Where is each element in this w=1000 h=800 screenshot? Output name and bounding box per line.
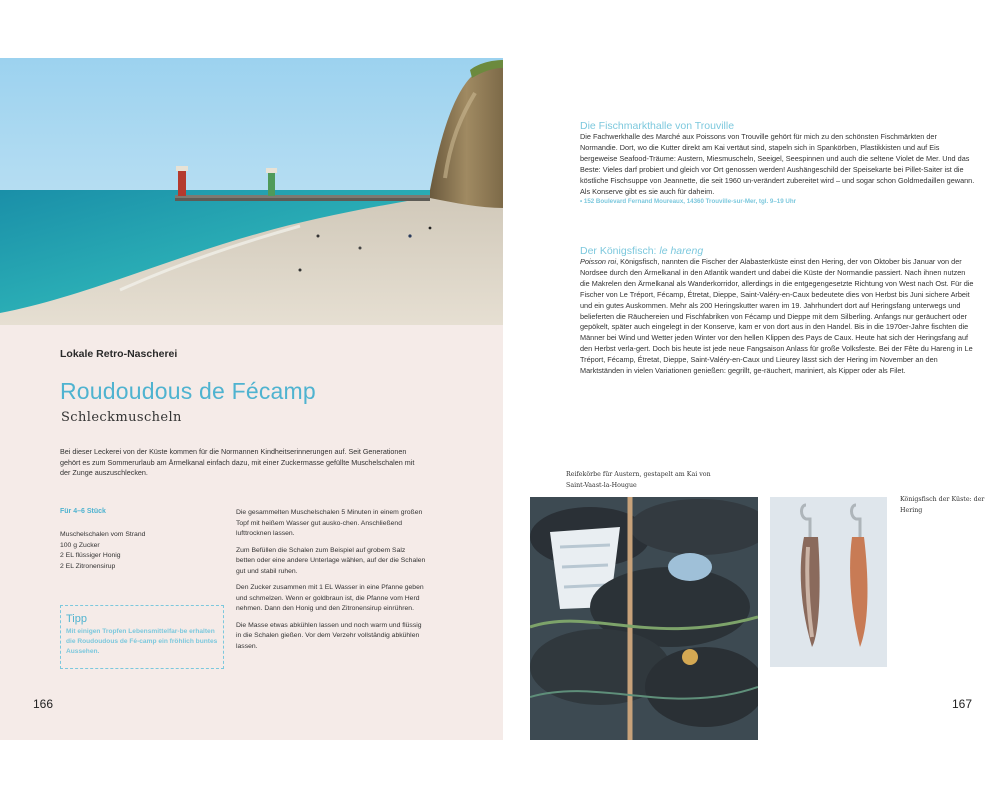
caption-herring: Königsfisch der Küste: der Hering xyxy=(900,496,985,514)
recipe-step: Den Zucker zusammen mit 1 EL Wasser in eine Pfanne geben und schmelzen. Wenn er goldbraun ist, die Pfanne vom Herd nehmen. Dann den Honig und den Zitronensirup einrühren. xyxy=(236,584,424,612)
recipe-title: Roudoudous de Fécamp xyxy=(60,378,316,404)
article-fish-market xyxy=(580,120,975,208)
ingredient-list xyxy=(60,530,145,572)
ingredient-item: Muschelschalen vom Strand xyxy=(60,531,146,538)
recipe-step: Die gesammelten Muschelschalen 5 Minuten in einem großen Topf mit heißem Wasser gut ausko-chen. Anschließend lufttrocknen lassen. xyxy=(236,509,423,537)
recipe-subtitle: Schleckmuscheln xyxy=(61,410,182,425)
recipe-step: Zum Befüllen die Schalen zum Beispiel auf grobem Salz betten oder eine andere Unterlage wählen, auf der die Schalen gut und stabil ruhen. xyxy=(236,546,426,575)
recipe-yield: Für 4–6 Stück xyxy=(60,508,106,515)
article-herring xyxy=(580,245,975,377)
page-number-left: 166 xyxy=(33,697,54,711)
photo-oyster-baskets xyxy=(530,497,758,740)
section-body-fish-market: Die Fachwerkhalle des Marché aux Poissons von Trouville gehört für mich zu den schönsten Fischmärkten der Normandie. Dort, wo die Kutter direkt am Kai vertäut sind, stapeln sich in Spankörben, Plastikkisten und auf Eis bergeweise Seafood-Träume: Austern, Miesmuscheln, Seeigel, Seespinnen und auch die seltene Violet de Mer. Und das Beste: Vieles darf probiert und gleich vor Ort genossen werden! Aushängeschild der Speisekarte bei Pillet-Saiter ist die köstliche Fischsuppe von Jeannette, die seit 1960 un-verändert zubereitet wird – und sogar schon Goldmedaillen gewann. Als Konserve gibt es sie auch für daheim. xyxy=(580,132,975,196)
ingredient-item: 100 g Zucker xyxy=(60,541,100,549)
market-address: • 152 Boulevard Fernand Moureaux, 14360 Trouville-sur-Mer, tgl. 9–19 Uhr xyxy=(580,198,797,206)
caption-oyster-baskets: Reifekörbe für Austern, gestapelt am Kai von Saint-Vaast-la-Hougue xyxy=(566,471,711,489)
page-number-right: 167 xyxy=(952,697,973,711)
section-title-herring: Der Königsfisch: le hareng xyxy=(580,245,704,257)
photo-herring xyxy=(770,497,887,667)
ingredient-item: 2 EL flüssiger Honig xyxy=(60,552,121,559)
recipe-kicker: Lokale Retro-Nascherei xyxy=(60,348,178,360)
ingredient-item: 2 EL Zitronensirup xyxy=(60,562,116,570)
section-body-herring: Poisson roi, Königsfisch, nannten die Fischer der Alabasterküste einst den Hering, der von Oktober bis Januar von der Nordsee durch den Ärmelkanal in den Atlantik wandert und dabei die Küste der Normandie passiert. Nach ihnen nutzen die Makrelen den Ärmelkanal als Wanderkorridor, allerdings in die entgegengesetzte Richtung von West nach Ost. Für die Fischer von Le Tréport, Fécamp, Étretat, Dieppe, Saint-Valéry-en-Caux bedeutete dies von Herbst bis Juni sichere Arbeit und ein gutes Auskommen. Mehr als 200 Heringskutter waren im 19. Jahrhundert dort auf Heringsfang unterwegs und belieferten die Räuchereien und Fischfabriken von Fécamp und Dieppe mit dem Silberling. Anfangs nur geräuchert oder gepökelt, später auch eingelegt in der Konserve, kam er von dort aus in den Handel. Bis in die 1970er-Jahre fischten die Männer bei Wind und Wetter jeden Winter vor den hellen Klippen des Pays de Caux. Heute hat sich der Heringsfang auf den Herbst verla-gert. Doch bis heute ist jede neue Fangsaison Anlass für große Volksfeste. Bei der Fête du Hareng in Le Tréport, Fécamp, Étretat, Dieppe, Saint-Valéry-en-Caux und Lieurey lässt sich der Hering im November an den Marktständen in vielen Variationen genießen: gegrillt, ge-räuchert, mariniert, als Kipper oder als Filet. xyxy=(580,257,974,376)
hero-photo-beach-fecamp xyxy=(0,58,503,325)
recipe-intro: Bei dieser Leckerei von der Küste kommen für die Normannen Kindheitserinnerungen auf. Seit Generationen gehört es zum Sommerurlaub am Ärmelkanal einfach dazu, mit einer Zuckermasse gefüllte Muschelschalen mit der Zunge auszuschlecken. xyxy=(60,447,415,477)
tip-text: Mit einigen Tropfen Lebensmittelfar-be erhalten die Roudoudous de Fé-camp ein fröhlich buntes Aussehen. xyxy=(66,628,218,655)
recipe-steps xyxy=(236,508,426,658)
recipe-step: Die Masse etwas abkühlen lassen und noch warm und flüssig in die Schalen gießen. Vor dem Verzehr vollständig abkühlen lassen. xyxy=(236,621,422,650)
tip-label: Tipp xyxy=(66,613,87,625)
section-title-fish-market: Die Fischmarkthalle von Trouville xyxy=(580,120,735,132)
